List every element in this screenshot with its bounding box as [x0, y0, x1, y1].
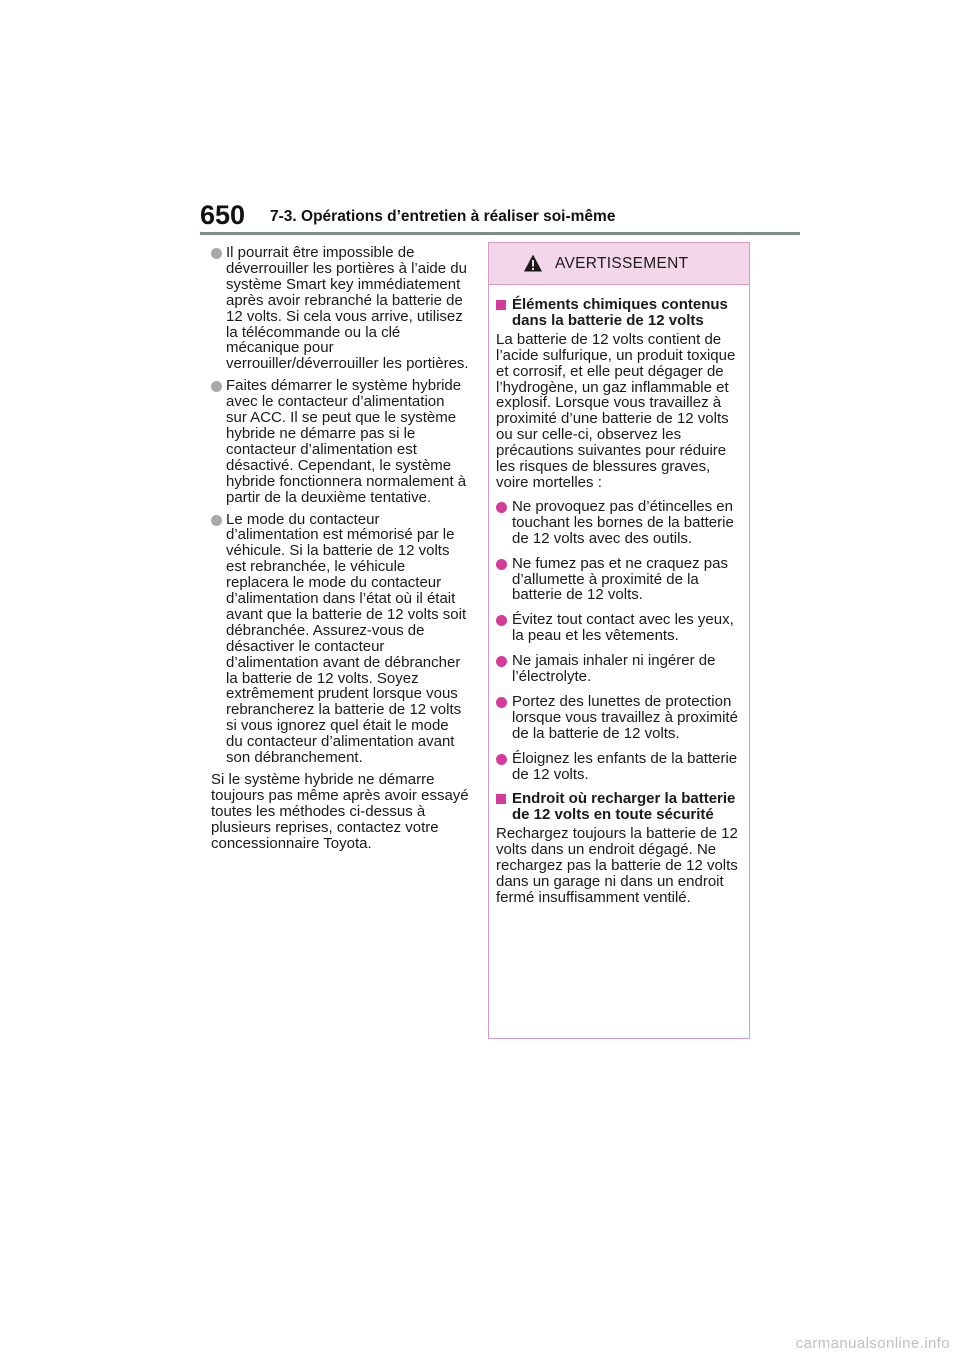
warning-triangle-icon [523, 253, 543, 273]
warning-bullet-item [496, 694, 741, 742]
warning-bullet-item [496, 612, 741, 644]
warning-bullet-text: Ne provoquez pas d’étincelles en touchant les bornes de la batterie de 12 volts avec des outils. [512, 497, 734, 547]
bullet-dot-icon [496, 697, 507, 708]
warning-bullet-text: Portez des lunettes de protection lorsque vous travaillez à proximité de la batterie de 12 volts. [512, 692, 738, 742]
warning-bullet-text: Évitez tout contact avec les yeux, la peau et les vêtements. [512, 611, 734, 645]
closing-paragraph: Si le système hybride ne démarre toujours pas même après avoir essayé toutes les méthodes ci-dessus à plusieurs reprises, contactez votre concessionnaire Toyota. [211, 771, 469, 852]
left-bullet-item [211, 378, 469, 505]
warning-bullet-text: Éloignez les enfants de la batterie de 12 volts. [512, 749, 738, 783]
section-title: 7-3. Opérations d’entretien à réaliser soi-même [270, 208, 616, 225]
bullet-dot-icon [496, 502, 507, 513]
left-bullet-item [211, 245, 469, 372]
warning-header [489, 243, 749, 285]
warning-body [489, 285, 749, 906]
warning-bullet-item [496, 751, 741, 783]
warning-section-heading [496, 297, 741, 329]
warning-bullet-item [496, 556, 741, 604]
left-bullet-text: Faites démarrer le système hybride avec le contacteur d’alimentation sur ACC. Il se peut que le système hybride ne démarre pas si le contacteur d’alimentation est désactivé. Cependant, le système hybride fonctionnera normalement à partir de la deuxième tentative. [226, 377, 467, 506]
square-bullet-icon [496, 794, 506, 804]
warning-paragraph: Rechargez toujours la batterie de 12 volts dans un endroit dégagé. Ne rechargez pas la batterie de 12 volts dans un garage ni dans un endroit fermé insuffisamment ventilé. [496, 825, 738, 906]
warning-bullet-text: Ne jamais inhaler ni ingérer de l’électrolyte. [512, 652, 716, 686]
warning-bullet-text: Ne fumez pas et ne craquez pas d’allumette à proximité de la batterie de 12 volts. [512, 554, 728, 604]
footer-watermark: carmanualsonline.info [795, 1335, 950, 1352]
page-header [200, 200, 800, 236]
heading-text: Endroit où recharger la batterie de 12 volts en toute sécurité [512, 790, 736, 824]
header-divider [200, 232, 800, 235]
bullet-dot-icon [496, 559, 507, 570]
left-bullet-item [211, 512, 469, 767]
bullet-dot-icon [211, 381, 222, 392]
warning-bullet-item [496, 499, 741, 547]
bullet-dot-icon [211, 515, 222, 526]
bullet-dot-icon [211, 248, 222, 259]
warning-title: AVERTISSEMENT [555, 255, 689, 272]
page-number: 650 [200, 200, 246, 230]
bullet-dot-icon [496, 615, 507, 626]
warning-box [488, 242, 750, 1039]
left-column [211, 245, 469, 852]
left-bullet-text: Il pourrait être impossible de déverrouiller les portières à l’aide du système Smart key immédiatement après avoir rebranché la batterie de 12 volts. Si cela vous arrive, utilisez la télécommande ou la clé mécanique pour verrouiller/déverrouiller les portières. [226, 244, 469, 373]
warning-bullet-item [496, 653, 741, 685]
square-bullet-icon [496, 300, 506, 310]
left-bullet-text: Le mode du contacteur d’alimentation est mémorisé par le véhicule. Si la batterie de 12 volts est rebranchée, le véhicule replacera le mode du contacteur d’alimentation dans l’état où il était avant que la batterie de 12 volts soit débranchée. Assurez-vous de désactiver le contacteur d’alimentation avant de débrancher la batterie de 12 volts. Soyez extrêmement prudent lorsque vous rebrancherez la batterie de 12 volts si vous ignorez quel était le mode du contacteur d’alimentation avant son débranchement. [226, 510, 467, 767]
heading-text: Éléments chimiques contenus dans la batterie de 12 volts [512, 296, 728, 329]
warning-section-heading [496, 791, 741, 823]
bullet-dot-icon [496, 754, 507, 765]
warning-paragraph: La batterie de 12 volts contient de l’acide sulfurique, un produit toxique et corrosif, et elle peut dégager de l’hydrogène, un gaz inflammable et explosif. Lorsque vous travaillez à proximité d’une batterie de 12 volts ou sur celle-ci, observez les précautions suivantes pour réduire les risques de blessures graves, voire mortelles : [496, 330, 736, 491]
bullet-dot-icon [496, 656, 507, 667]
